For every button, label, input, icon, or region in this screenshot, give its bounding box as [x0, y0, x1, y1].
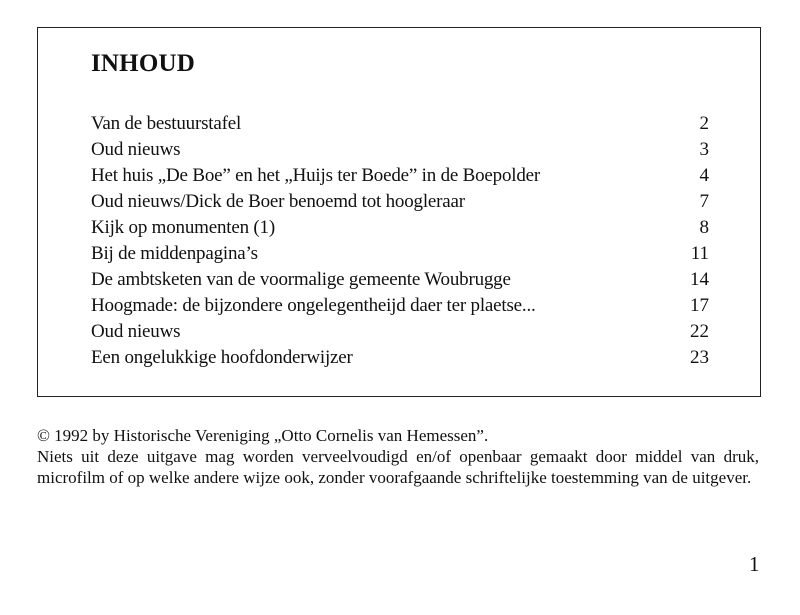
- toc-entry-title: Oud nieuws/Dick de Boer benoemd tot hoogleraar: [91, 191, 465, 212]
- toc-entry-title: Oud nieuws: [91, 321, 181, 342]
- toc-entry-page: 8: [699, 217, 709, 238]
- toc-entry: [91, 111, 709, 137]
- copyright-text: Niets uit deze uitgave mag worden verveelvoudigd en/of openbaar gemaakt door middel van druk, microfilm of op welke andere wijze ook, zonder voorafgaande schriftelijke toestemming van de uitgever.: [37, 447, 759, 487]
- toc-entry-page: 3: [699, 139, 709, 160]
- toc-heading: INHOUD: [91, 50, 195, 77]
- toc-entry-page: 14: [690, 269, 709, 290]
- toc-entry-title: Bij de middenpagina’s: [91, 243, 258, 264]
- toc-entry-title: Het huis „De Boe” en het „Huijs ter Boede” in de Boepolder: [91, 165, 541, 186]
- toc-entry: [91, 137, 709, 163]
- toc-entry-page: 23: [690, 347, 709, 368]
- toc-entry-page: 4: [699, 165, 709, 186]
- toc-entry: [91, 293, 709, 319]
- toc-list: [91, 111, 709, 371]
- toc-entry: [91, 267, 709, 293]
- toc-entry-page: 11: [690, 243, 709, 264]
- toc-entry: [91, 163, 709, 189]
- toc-entry-title: Hoogmade: de bijzondere ongelegentheijd daer ter plaetse...: [91, 295, 536, 316]
- page-number: 1: [749, 552, 760, 576]
- toc-entry-page: 7: [699, 191, 709, 212]
- copyright-notice: [37, 425, 759, 488]
- toc-entry: [91, 215, 709, 241]
- toc-entry-title: Van de bestuurstafel: [91, 113, 242, 134]
- toc-entry-title: Kijk op monumenten (1): [91, 217, 275, 238]
- toc-entry-page: 22: [690, 321, 709, 342]
- toc-entry-page: 17: [690, 295, 709, 316]
- copyright-line: © 1992 by Historische Vereniging „Otto Cornelis van Hemessen”.: [37, 426, 489, 445]
- toc-entry-title: Een ongelukkige hoofdonderwijzer: [91, 347, 353, 368]
- toc-entry: [91, 241, 709, 267]
- table-of-contents: [37, 27, 761, 397]
- toc-entry: [91, 345, 709, 371]
- toc-entry-page: 2: [699, 113, 709, 134]
- toc-entry-title: De ambtsketen van de voormalige gemeente Woubrugge: [91, 269, 511, 290]
- toc-entry-title: Oud nieuws: [91, 139, 181, 160]
- toc-entry: [91, 319, 709, 345]
- toc-entry: [91, 189, 709, 215]
